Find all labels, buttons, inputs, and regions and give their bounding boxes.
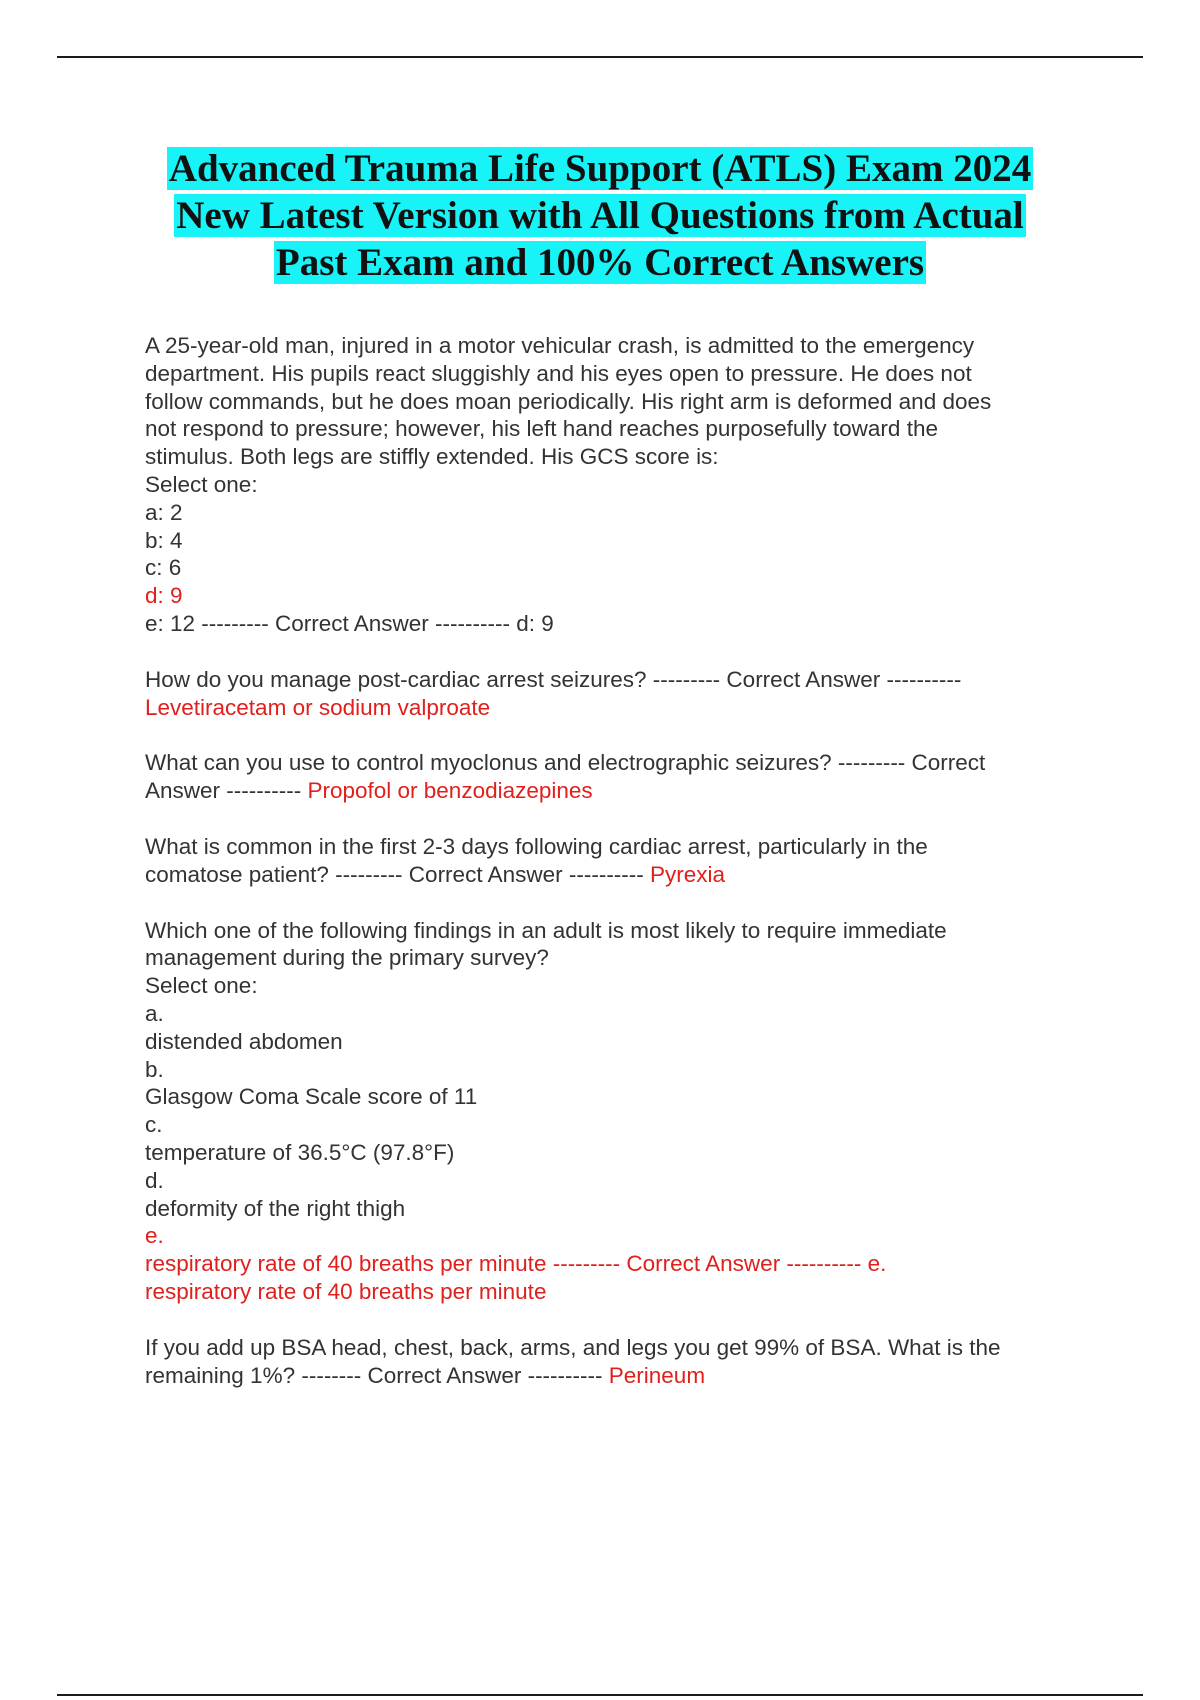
answer-prefix: Answer ---------- [145, 778, 308, 804]
document-title [140, 145, 1060, 286]
question-text-line: What can you use to control myoclonus and electrographic seizures? --------- Correct [145, 750, 986, 776]
question-text-line: A 25-year-old man, injured in a motor vehicular crash, is admitted to the emergency [145, 333, 975, 358]
question-bsa [145, 1334, 1075, 1390]
correct-answer: Pyrexia [650, 861, 726, 887]
option-a-text: distended abdomen [145, 1028, 343, 1054]
correct-answer: Propofol or benzodiazepines [307, 778, 593, 804]
option-e-with-answer: e: 12 --------- Correct Answer ---------- d: 9 [145, 610, 554, 636]
correct-answer: Levetiracetam or sodium valproate [145, 694, 491, 720]
question-seizures [145, 666, 1075, 722]
question-text-line: stimulus. Both legs are stiffly extended. His GCS score is: [145, 444, 719, 470]
question-primary-survey [145, 917, 1075, 1306]
question-text-line: department. His pupils react sluggishly and his eyes open to pressure. He does not [145, 360, 972, 386]
option-b-label: b. [145, 1056, 164, 1082]
question-pyrexia [145, 833, 1075, 889]
option-a: a: 2 [145, 499, 183, 525]
option-d-correct: d: 9 [145, 583, 183, 609]
question-myoclonus [145, 749, 1075, 805]
option-d-text: deformity of the right thigh [145, 1195, 406, 1221]
option-d-label: d. [145, 1167, 164, 1193]
option-c-label: c. [145, 1112, 163, 1138]
question-text-line: Which one of the following findings in an adult is most likely to require immediate [145, 917, 947, 943]
question-text-line: How do you manage post-cardiac arrest seizures? --------- Correct Answer ---------- [145, 666, 962, 692]
question-text-line [145, 861, 1075, 889]
bottom-rule [57, 1694, 1143, 1696]
question-text-line [145, 1362, 1075, 1390]
title-line-1: Advanced Trauma Life Support (ATLS) Exam 2024 [168, 147, 1032, 190]
option-c-text: temperature of 36.5°C (97.8°F) [145, 1139, 455, 1165]
option-e-label-correct: e. [145, 1223, 164, 1249]
title-line-3: Past Exam and 100% Correct Answers [275, 241, 925, 284]
top-rule [57, 56, 1143, 58]
select-one-label: Select one: [145, 973, 258, 999]
title-line-2: New Latest Version with All Questions from Actual [176, 194, 1024, 237]
question-text-line: What is common in the first 2-3 days following cardiac arrest, particularly in the [145, 833, 928, 859]
select-one-label: Select one: [145, 471, 258, 497]
correct-answer: Perineum [608, 1362, 706, 1388]
answer-prefix: remaining 1%? -------- Correct Answer ---------- [145, 1362, 609, 1388]
question-text-line: If you add up BSA head, chest, back, arms, and legs you get 99% of BSA. What is the [145, 1334, 1001, 1360]
option-c: c: 6 [145, 555, 182, 581]
answer-prefix: comatose patient? --------- Correct Answer ---------- [145, 861, 651, 887]
option-e-text-correct: respiratory rate of 40 breaths per minute --------- Correct Answer ---------- e. [145, 1251, 887, 1277]
correct-answer: respiratory rate of 40 breaths per minute [145, 1278, 547, 1304]
question-gcs [145, 332, 1075, 638]
option-b: b: 4 [145, 527, 183, 553]
question-text-line: management during the primary survey? [145, 945, 549, 971]
question-text-line [145, 777, 1075, 805]
question-text-line: not respond to pressure; however, his left hand reaches purposefully toward the [145, 416, 938, 442]
option-b-text: Glasgow Coma Scale score of 11 [145, 1084, 478, 1110]
question-text-line: follow commands, but he does moan periodically. His right arm is deformed and does [145, 388, 992, 414]
qa-content [145, 332, 1075, 1389]
option-a-label: a. [145, 1000, 164, 1026]
